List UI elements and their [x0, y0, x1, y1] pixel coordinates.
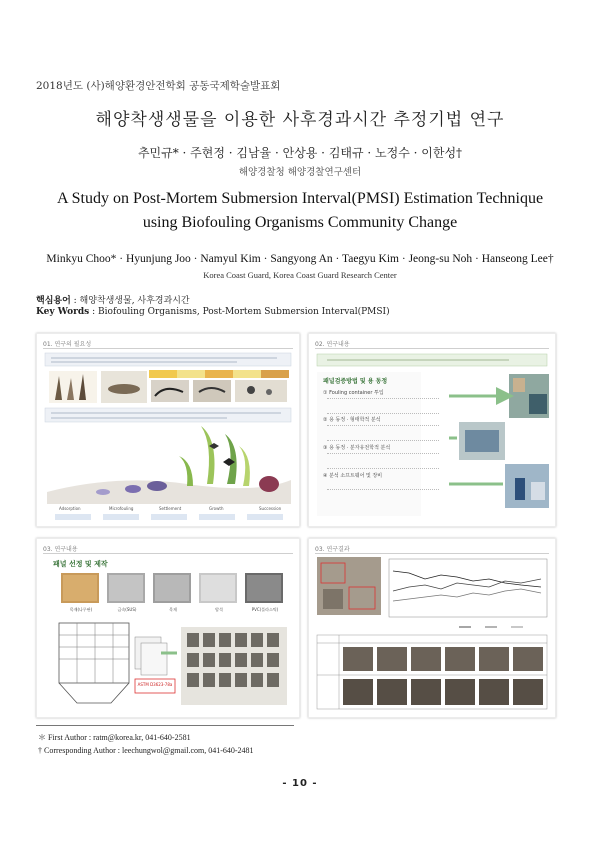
figure4-illustration — [309, 539, 555, 717]
svg-text:Adsorption: Adsorption — [59, 506, 81, 511]
footnote-corresponding-author: † Corresponding Author : leechungwol@gmail.com, 041-640-2481 — [38, 746, 254, 755]
keywords-korean-value: : 해양착생생물, 사후경과시간 — [70, 296, 190, 306]
keywords-english-label: Key Words — [36, 307, 90, 317]
keywords-korean — [36, 293, 190, 306]
biofouling-succession-illustration — [47, 426, 291, 504]
keywords-english-value: : Biofouling Organisms, Post-Mortem Submersion Interval(PMSI) — [89, 307, 390, 317]
page-number: - 10 - — [282, 778, 318, 789]
figure-panel-selection — [36, 538, 300, 718]
panel-label-wood: 목재(나무판) — [69, 607, 93, 612]
panel-label-metal: 금속(SUS) — [117, 607, 137, 612]
figure-research-necessity — [36, 333, 300, 527]
panel-label-timber: 목재 — [169, 607, 177, 612]
bone-illustrations — [49, 371, 97, 403]
title-korean: 해양착생생물을 이용한 사후경과시간 추정기법 연구 — [95, 110, 505, 130]
figure2-box-title: 패널검증방법 및 용 동정 — [323, 378, 388, 385]
figure-research-contents — [308, 333, 556, 527]
figure2-item-3: ③ 용 동정 · 분자유전학적 분석 — [323, 445, 391, 451]
figure3-illustration — [37, 539, 299, 717]
conference-header: 2018년도 (사)해양환경안전학회 공동국제학술발표회 — [36, 80, 281, 92]
svg-text:Succession: Succession — [259, 506, 282, 511]
figure2-item-4: ④ 분석 소프트웨어 및 장비 — [323, 473, 383, 479]
authors-english: Minkyu Choo* · Hyunjung Joo · Namyul Kim · Sangyong An · Taegyu Kim · Jeong-su Noh · Hanseong Lee† — [46, 253, 554, 265]
authors-korean: 추민규* · 주현정 · 김남율 · 안상용 · 김태규 · 노정수 · 이한성† — [137, 146, 463, 160]
figure2-item-1: ① Fouling container 투입 — [323, 390, 384, 396]
affiliation-english: Korea Coast Guard, Korea Coast Guard Research Center — [203, 270, 397, 280]
footnote-divider — [36, 725, 294, 726]
figure1-illustration — [37, 334, 299, 526]
figure1-heading: 01. 연구의 필요성 — [43, 341, 92, 348]
panel-label-pvc: PVC(플라스틱) — [251, 607, 279, 612]
figure2-heading: 02. 연구내용 — [315, 341, 350, 348]
footnote-first-author: ＊ First Author : ratm@korea.kr, 041-640-2581 — [38, 733, 191, 742]
svg-text:Settlement: Settlement — [159, 506, 182, 511]
affiliation-korean: 해양경찰청 해양경찰연구센터 — [238, 167, 362, 178]
figure3-heading: 03. 연구내용 — [43, 546, 78, 553]
title-english — [0, 187, 600, 235]
keywords-korean-label: 핵심용어 — [36, 296, 71, 306]
figure4-heading: 03. 연구결과 — [315, 546, 350, 553]
panel-label-rock: 암석 — [215, 607, 223, 612]
figure2-item-2: ② 용 동정 · 형태학적 분석 — [323, 417, 381, 423]
astm-tag: ASTM D3623-78a — [137, 682, 173, 687]
svg-text:Growth: Growth — [209, 506, 224, 511]
figure-research-results — [308, 538, 556, 718]
svg-text:Microfouling: Microfouling — [109, 506, 134, 511]
title-english-line2: using Biofouling Organisms Community Change — [142, 214, 458, 231]
figure3-subtitle: 패널 선정 및 제작 — [53, 560, 108, 568]
title-english-line1: A Study on Post-Mortem Submersion Interval(PMSI) Estimation Technique — [56, 190, 544, 207]
keywords-english — [36, 307, 390, 317]
